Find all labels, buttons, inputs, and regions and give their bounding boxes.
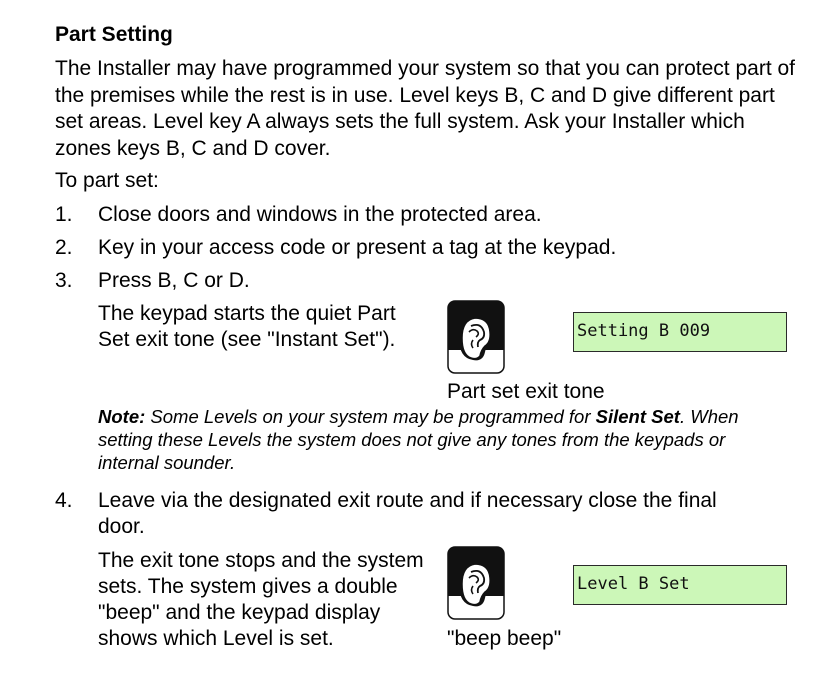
note-label: Note: xyxy=(98,406,146,427)
step-text: Key in your access code or present a tag at the keypad. xyxy=(98,236,617,259)
intro-paragraph: The Installer may have programmed your system so that you can protect part of the premises while the rest is in use. Level keys B, C and D give different part set areas. Level key A always sets the full system. Ask your Installer which zones keys B, C and D cover. xyxy=(55,57,796,160)
beep-caption: "beep beep" xyxy=(447,627,562,650)
note-text-end: . When setting these Levels the system does not give any tones from the keypads or internal sounder. xyxy=(98,406,739,473)
step-number: 4. xyxy=(55,489,73,512)
step-text: Press B, C or D. xyxy=(98,269,250,292)
note-paragraph xyxy=(98,405,758,474)
step-3-detail-text: The keypad starts the quiet Part Set exit tone (see "Instant Set"). xyxy=(98,302,396,351)
step-number: 1. xyxy=(55,203,73,226)
ear-icon xyxy=(447,300,505,374)
keypad-display: Setting B 009 xyxy=(573,312,787,352)
to-part-set-label: To part set: xyxy=(55,169,159,192)
step-4-detail-text: The exit tone stops and the system sets. The system gives a double "beep" and the keypad display shows which Level is set. xyxy=(98,549,424,650)
note-text: Some Levels on your system may be programmed for xyxy=(145,406,596,427)
ear-icon xyxy=(447,546,505,620)
tone-caption: Part set exit tone xyxy=(447,380,605,403)
step-number: 3. xyxy=(55,269,73,292)
section-heading: Part Setting xyxy=(55,23,173,46)
step-text: Close doors and windows in the protected area. xyxy=(98,203,542,226)
keypad-display: Level B Set xyxy=(573,565,787,605)
step-number: 2. xyxy=(55,236,73,259)
step-text: Leave via the designated exit route and if necessary close the final door. xyxy=(98,489,717,538)
note-emphasis: Silent Set xyxy=(595,406,680,427)
